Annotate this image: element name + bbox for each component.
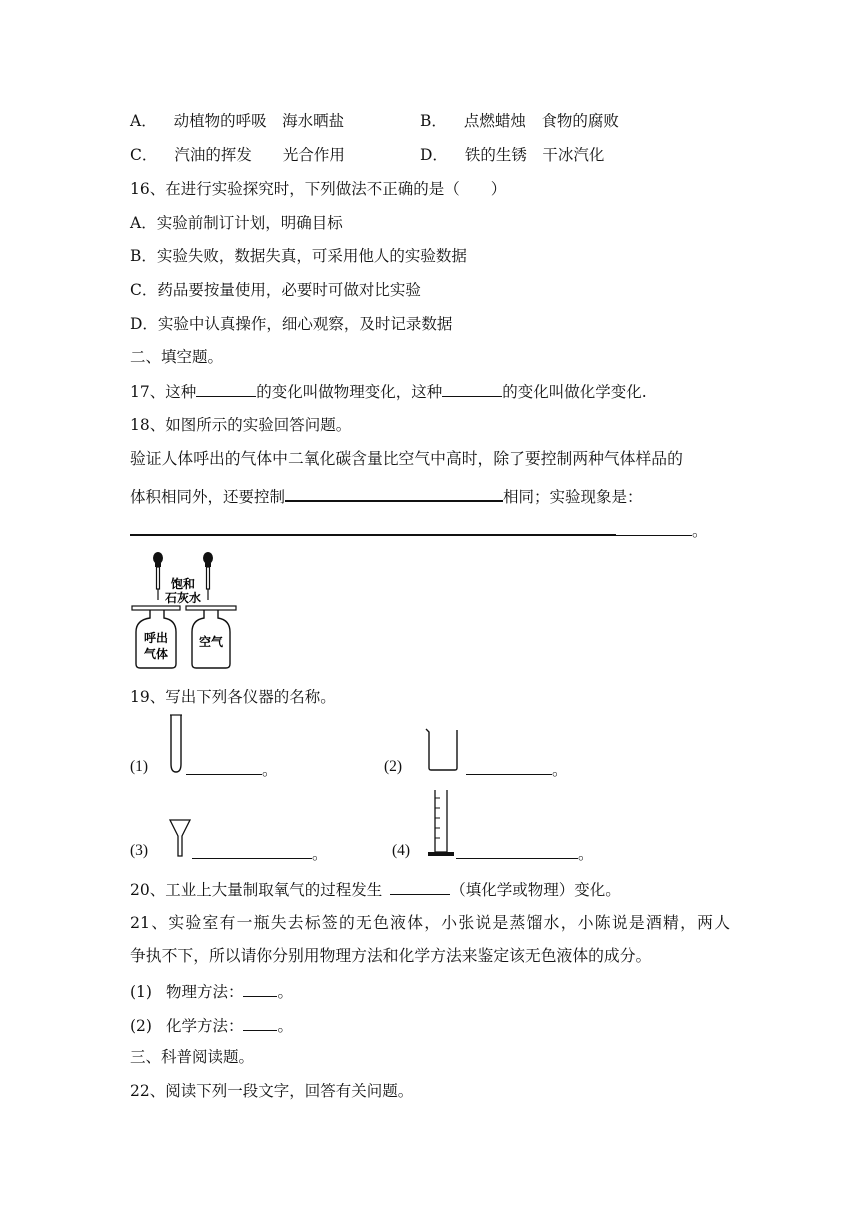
answer-blank[interactable] <box>390 878 450 895</box>
experiment-figure <box>128 548 248 672</box>
bottle-label: 气体 <box>143 647 169 661</box>
q16-option-c: C．药品要按量使用，必要时可做对比实验 <box>130 281 421 299</box>
q20 <box>130 878 621 901</box>
option-c <box>130 144 345 166</box>
dropper-right-icon <box>203 552 213 600</box>
q17 <box>130 380 647 403</box>
item-number: (2) <box>384 758 403 775</box>
q17-text: 17、这种 <box>130 383 197 401</box>
answer-blank[interactable] <box>616 519 692 536</box>
option-label: B． <box>420 112 447 130</box>
q16-option-d: D．实验中认真操作，细心观察，及时记录数据 <box>130 315 453 333</box>
q16-option-b: B．实验失败，数据失真，可采用他人的实验数据 <box>130 247 467 265</box>
answer-blank[interactable] <box>243 1014 277 1031</box>
item-answer <box>186 758 278 781</box>
glass-plate-right <box>186 606 236 610</box>
dropper-left-icon <box>153 552 163 600</box>
answer-blank[interactable] <box>196 380 256 397</box>
answer-blank[interactable] <box>456 842 578 859</box>
item-number: (3) <box>130 842 149 859</box>
q18-text: 体积相同外，还要控制 <box>130 488 286 506</box>
bottle-label: 空气 <box>198 635 224 649</box>
q17-text: 的变化叫做物理变化，这种 <box>256 383 443 401</box>
q18-text: 相同；实验现象是： <box>503 488 643 506</box>
item-answer <box>192 842 328 865</box>
q21-sub1 <box>130 980 293 1003</box>
q19-stem: 19、写出下列各仪器的名称。 <box>130 688 336 706</box>
q18-text: 。 <box>692 522 708 540</box>
q16-option-a: A．实验前制订计划，明确目标 <box>130 214 343 232</box>
graduated-cylinder-icon <box>426 788 456 860</box>
item-number: (1) <box>130 758 149 775</box>
sub-text: 化学方法： <box>165 1017 244 1035</box>
answer-blank[interactable] <box>243 980 277 997</box>
q20-text: 20、工业上大量制取氧气的过程发生 <box>130 881 383 899</box>
answer-blank[interactable] <box>130 518 616 536</box>
option-a <box>130 110 344 132</box>
sub-number: (2) <box>130 1017 152 1035</box>
option-text: 动植物的呼吸 海水晒盐 <box>173 112 345 130</box>
q18-line3 <box>130 518 708 542</box>
answer-blank[interactable] <box>285 484 503 502</box>
sub-end: 。 <box>277 1017 293 1035</box>
q18-line2 <box>130 484 643 508</box>
item-end: 。 <box>312 845 328 863</box>
item-end: 。 <box>578 845 594 863</box>
section-heading: 二、填空题。 <box>130 348 224 366</box>
section-heading: 三、科普阅读题。 <box>130 1048 255 1066</box>
beaker-icon <box>424 726 460 772</box>
q18-line1: 验证人体呼出的气体中二氧化碳含量比空气中高时，除了要控制两种气体样品的 <box>130 449 683 468</box>
answer-blank[interactable] <box>186 758 262 775</box>
option-d <box>420 144 604 166</box>
q21-line2: 争执不下，所以请你分别用物理方法和化学方法来鉴定该无色液体的成分。 <box>130 946 652 965</box>
answer-blank[interactable] <box>192 842 312 859</box>
option-label: D． <box>420 146 448 164</box>
q18-stem: 18、如图所示的实验回答问题。 <box>130 416 352 434</box>
option-label: A． <box>130 112 157 130</box>
option-label: C． <box>130 146 158 164</box>
item-answer <box>456 842 594 865</box>
sub-text: 物理方法： <box>165 983 244 1001</box>
sub-number: (1) <box>130 983 152 1001</box>
glass-plate-left <box>132 606 180 610</box>
q21-sub2 <box>130 1014 293 1037</box>
option-text: 铁的生锈 干冰汽化 <box>464 146 605 164</box>
item-answer <box>466 758 568 781</box>
q16-stem: 16、在进行实验探究时，下列做法不正确的是（ ） <box>130 180 507 198</box>
answer-blank[interactable] <box>466 758 552 775</box>
q20-text: （填化学或物理）变化。 <box>450 881 621 899</box>
q17-text: 的变化叫做化学变化. <box>502 383 647 401</box>
test-tube-icon <box>168 714 184 774</box>
reagent-label: 石灰水 <box>164 591 202 605</box>
q22-stem: 22、阅读下列一段文字，回答有关问题。 <box>130 1082 414 1100</box>
bottle-label: 呼出 <box>143 631 169 645</box>
item-end: 。 <box>552 761 568 779</box>
answer-blank[interactable] <box>442 380 502 397</box>
item-number: (4) <box>392 842 411 859</box>
item-end: 。 <box>262 761 278 779</box>
sub-end: 。 <box>277 983 293 1001</box>
q21-line1: 21、实验室有一瓶失去标签的无色液体，小张说是蒸馏水，小陈说是酒精，两人 <box>130 913 730 932</box>
option-text: 汽油的挥发 光合作用 <box>174 146 345 164</box>
reagent-label: 饱和 <box>170 577 196 591</box>
option-text: 点燃蜡烛 食物的腐败 <box>463 112 619 130</box>
funnel-icon <box>168 818 192 858</box>
option-b <box>420 110 619 132</box>
